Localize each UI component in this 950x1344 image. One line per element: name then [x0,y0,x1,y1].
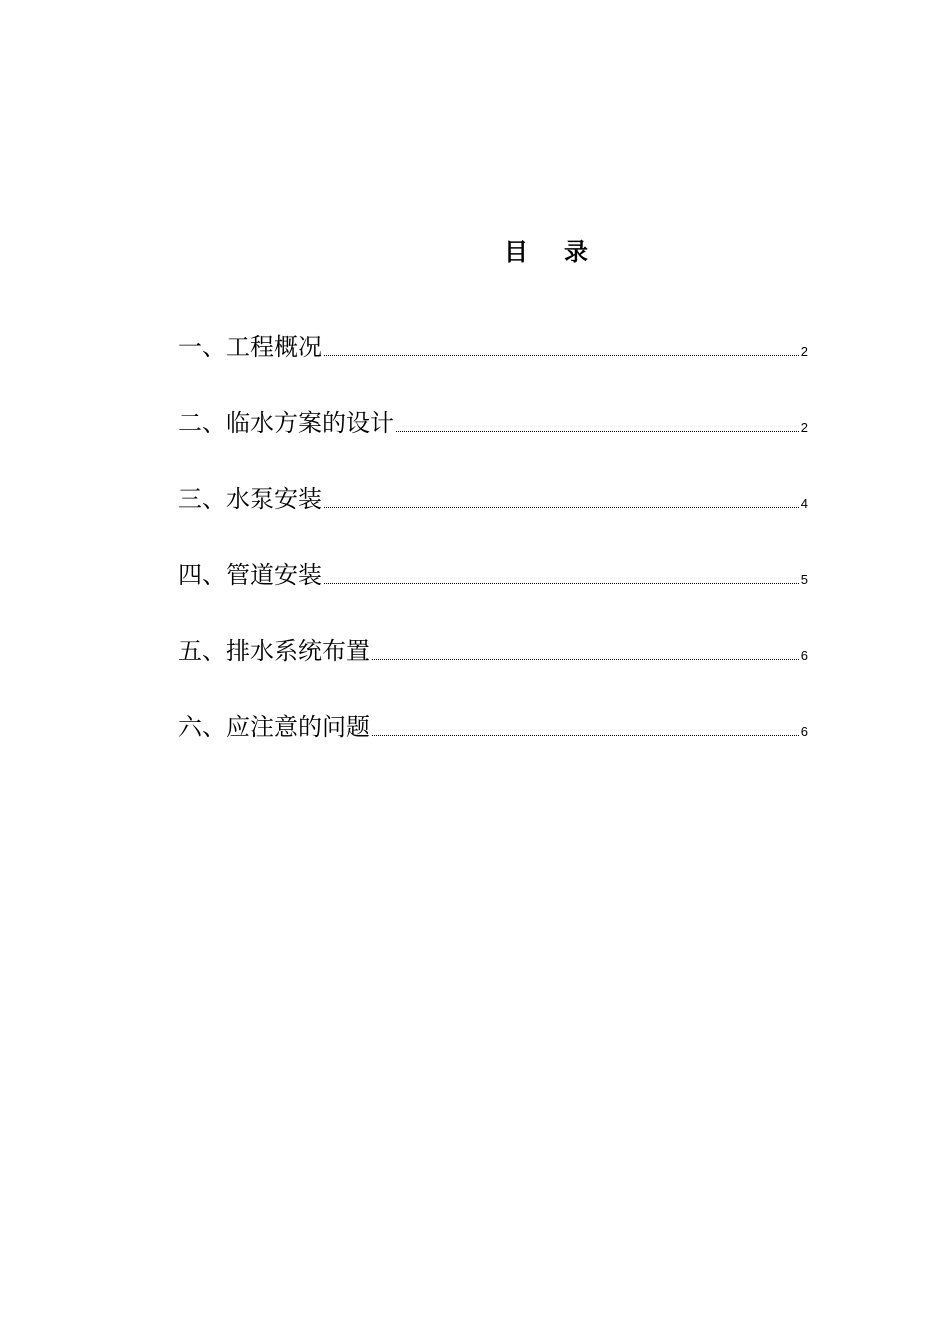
toc-entry-label: 三、水泵安装 [178,485,322,513]
toc-entry-page-number: 5 [800,572,808,587]
toc-entry-label: 一、工程概况 [178,333,322,361]
toc-entry-1[interactable] [178,333,808,409]
toc-entry-page-number: 6 [800,724,808,739]
toc-entry-page-number: 4 [800,496,808,511]
toc-title-char-2: 录 [564,238,588,266]
toc-entry-label: 六、应注意的问题 [178,713,370,741]
toc-entry-page-number: 6 [800,648,808,663]
toc-entry-2[interactable] [178,409,808,485]
toc-dot-leader [324,354,799,356]
toc-dot-leader [372,658,799,660]
toc-title-char-1: 目 [504,238,528,266]
toc-entry-3[interactable] [178,485,808,561]
toc-entry-page-number: 2 [800,420,808,435]
toc-list [178,333,808,789]
toc-entry-label: 五、排水系统布置 [178,637,370,665]
toc-dot-leader [372,734,799,736]
toc-dot-leader [324,506,799,508]
toc-entry-5[interactable] [178,637,808,713]
toc-entry-6[interactable] [178,713,808,789]
toc-entry-page-number: 2 [800,344,808,359]
toc-dot-leader [324,582,799,584]
toc-entry-label: 二、临水方案的设计 [178,409,394,437]
toc-entry-label: 四、管道安装 [178,561,322,589]
toc-dot-leader [396,430,799,432]
toc-entry-4[interactable] [178,561,808,637]
